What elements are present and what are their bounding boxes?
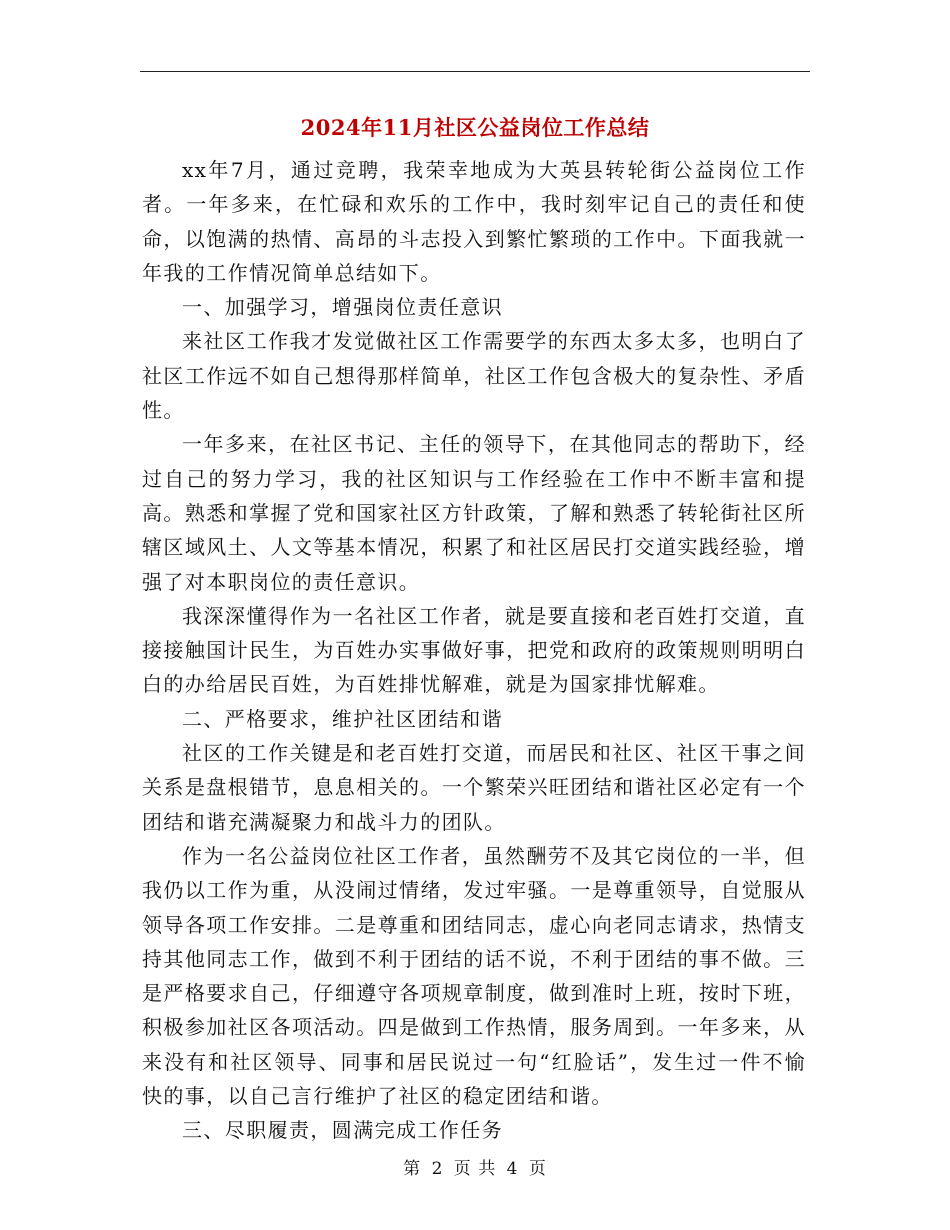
footer-suffix: 页 (528, 1159, 547, 1179)
section-heading-2: 二、严格要求，维护社区团结和谐 (182, 706, 503, 731)
page-footer (0, 1154, 950, 1179)
header-rule (140, 71, 810, 72)
footer-total-pages: 4 (506, 1159, 519, 1179)
section-heading-3: 三、尽职履责，圆满完成工作任务 (182, 1118, 503, 1143)
section-heading-1: 一、加强学习，增强岗位责任意识 (182, 295, 503, 320)
paragraph: 作为一名公益岗位社区工作者，虽然酬劳不及其它岗位的一半，但我仍以工作为重，从没闹过情绪，发过牢骚。一是尊重领导，自觉服从领导各项工作安排。二是尊重和团结同志，虚心向老同志请求，热情支持其他同志工作，做到不利于团结的话不说，不利于团结的事不做。三是严格要求自己，仔细遵守各项规章制度，做到准时上班，按时下班，积极参加社区各项活动。四是做到工作热情，服务周到。一年多来，从来没有和社区领导、同事和居民说过一句“红脸话”，发生过一件不愉快的事，以自己言行维护了社区的稳定团结和谐。 (142, 843, 806, 1109)
paragraph: 我深深懂得作为一名社区工作者，就是要直接和老百姓打交道，直接接触国计民生，为百姓办实事做好事，把党和政府的政策规则明明白白的办给居民百姓，为百姓排忧解难，就是为国家排忧解难。 (142, 603, 806, 697)
footer-page-number: 2 (431, 1159, 444, 1179)
footer-prefix: 第 (403, 1159, 422, 1179)
paragraph: 来社区工作我才发觉做社区工作需要学的东西太多太多，也明白了社区工作远不如自己想得那样简单，社区工作包含极大的复杂性、矛盾性。 (142, 329, 806, 423)
document-title: 2024年11月社区公益岗位工作总结 (300, 115, 650, 140)
document-body (142, 153, 806, 1148)
paragraph: 社区的工作关键是和老百姓打交道，而居民和社区、社区干事之间关系是盘根错节，息息相关的。一个繁荣兴旺团结和谐社区必定有一个团结和谐充满凝聚力和战斗力的团队。 (142, 741, 806, 834)
paragraph-intro: xx年7月，通过竞聘，我荣幸地成为大英县转轮街公益岗位工作者。一年多来，在忙碌和欢乐的工作中，我时刻牢记自己的责任和使命，以饱满的热情、高昂的斗志投入到繁忙繁琐的工作中。下面我就一年我的工作情况简单总结如下。 (142, 158, 806, 285)
paragraph: 一年多来，在社区书记、主任的领导下，在其他同志的帮助下，经过自己的努力学习，我的社区知识与工作经验在工作中不断丰富和提高。熟悉和掌握了党和国家社区方针政策，了解和熟悉了转轮街社区所辖区域风土、人文等基本情况，积累了和社区居民打交道实践经验，增强了对本职岗位的责任意识。 (142, 432, 806, 594)
footer-mid: 页 共 (453, 1159, 497, 1179)
